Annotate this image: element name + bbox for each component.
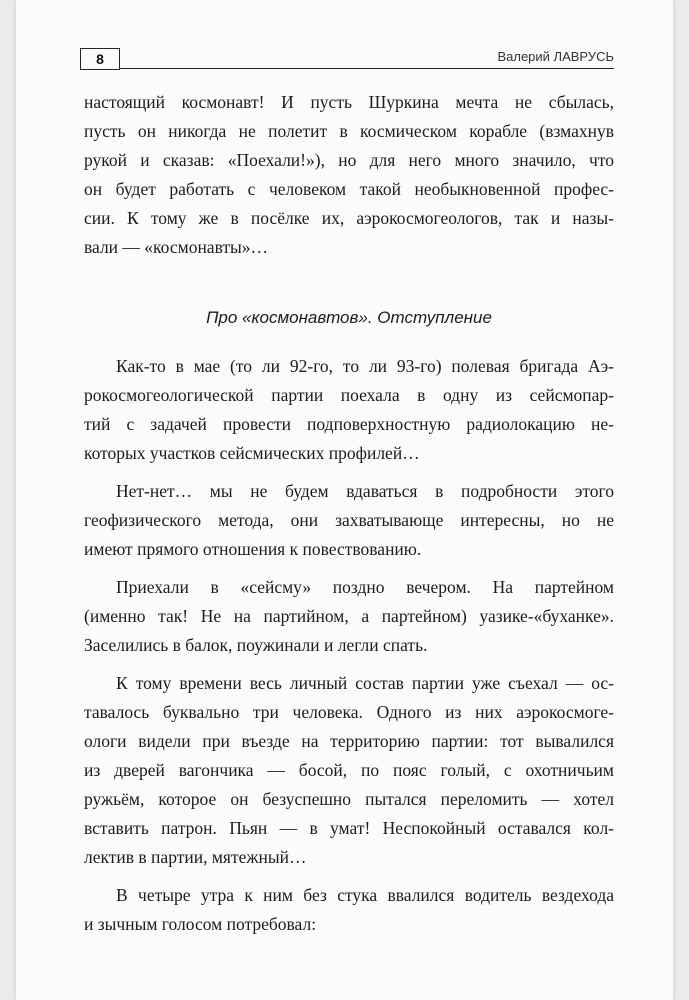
text-line: ружьём, которое он безуспешно пытался переломить — хотел xyxy=(84,789,614,809)
section-heading: Про «космонавтов». Отступление xyxy=(206,308,492,327)
text-line: и зычным голосом потребовал: xyxy=(84,914,317,934)
text-line: которых участков сейсмических профилей… xyxy=(84,443,420,463)
paragraph xyxy=(84,573,614,660)
text-line: К тому времени весь личный состав партии уже съехал — ос- xyxy=(116,673,614,693)
book-page xyxy=(16,0,673,1000)
text-line: В четыре утра к ним без стука ввалился водитель вездехода xyxy=(116,885,614,905)
text-line: тавалось буквально три человека. Одного из них аэрокосмоге- xyxy=(84,702,614,722)
text-line: геофизического метода, они захватывающе интересны, но не xyxy=(84,510,614,530)
header-rule xyxy=(120,68,614,69)
text-line: Заселились в балок, поужинали и легли спать. xyxy=(84,635,428,655)
paragraph xyxy=(84,669,614,872)
page-number: 8 xyxy=(80,48,120,70)
intro-paragraph xyxy=(84,88,614,262)
text-line: Приехали в «сейсму» поздно вечером. На партейном xyxy=(116,577,614,597)
text-line: пусть он никогда не полетит в космическом корабле (взмахнув xyxy=(84,121,614,141)
text-line: он будет работать с человеком такой необыкновенной профес- xyxy=(84,179,614,199)
paragraph xyxy=(84,352,614,468)
text-line: Как-то в мае (то ли 92-го, то ли 93-го) полевая бригада Аэ- xyxy=(116,356,614,376)
text-line: (именно так! Не на партийном, а партейном) уазике-«буханке». xyxy=(84,606,614,626)
page-header xyxy=(80,48,614,72)
text-line: Нет-нет… мы не будем вдаваться в подробности этого xyxy=(116,481,614,501)
text-line: сии. К тому же в посёлке их, аэрокосмогеологов, так и назы- xyxy=(84,208,614,228)
text-line: рукой и сказав: «Поехали!»), но для него много значило, что xyxy=(84,150,614,170)
paragraph xyxy=(84,477,614,564)
text-line: ологи видели при въезде на территорию партии: тот вывалился xyxy=(84,731,614,751)
text-line: имеют прямого отношения к повествованию. xyxy=(84,539,422,559)
text-line: вставить патрон. Пьян — в умат! Неспокойный оставался кол- xyxy=(84,818,614,838)
text-line: рокосмогеологической партии поехала в одну из сейсмопар- xyxy=(84,385,614,405)
text-line: из дверей вагончика — босой, по пояс голый, с охотничьим xyxy=(84,760,614,780)
text-line: вали — «космонавты»… xyxy=(84,237,269,257)
text-line: тий с задачей провести подповерхностную радиолокацию не- xyxy=(84,414,614,434)
running-head: Валерий ЛАВРУСЬ xyxy=(497,49,614,64)
text-line: лектив в партии, мятежный… xyxy=(84,847,307,867)
paragraph xyxy=(84,881,614,939)
text-line: настоящий космонавт! И пусть Шуркина мечта не сбылась, xyxy=(84,92,614,112)
body-text xyxy=(84,352,614,939)
